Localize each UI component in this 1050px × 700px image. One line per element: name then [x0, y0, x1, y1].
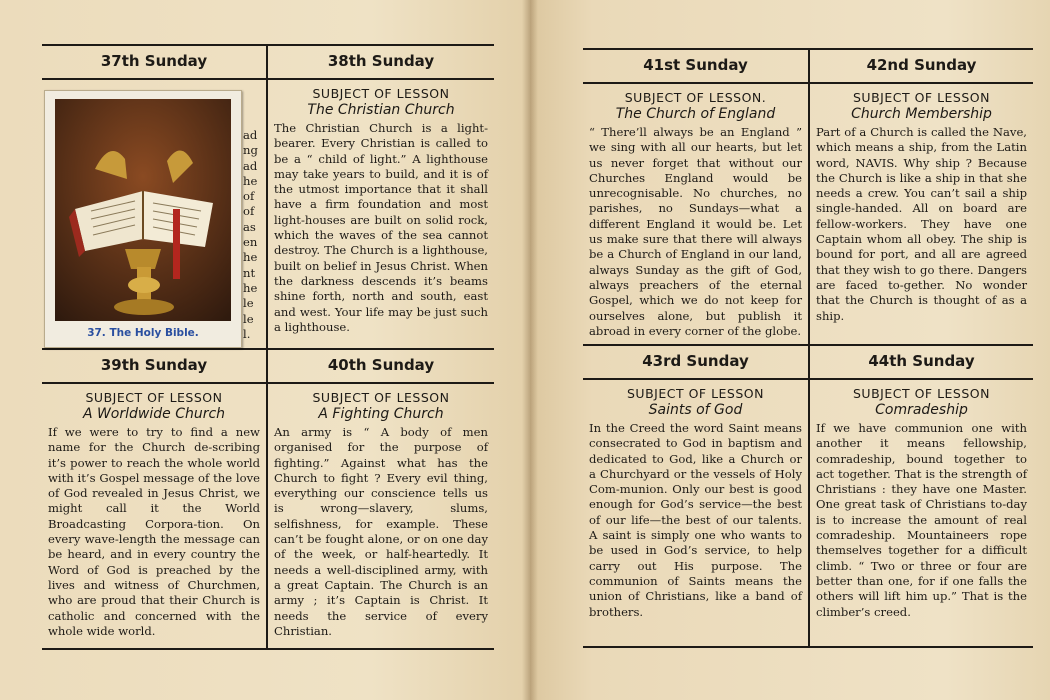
rule-bottom-left	[42, 648, 494, 650]
subject-label-42: SUBJECT OF LESSON	[852, 90, 990, 105]
lesson-title-41: The Church of England	[615, 106, 776, 122]
subject-label-40: SUBJECT OF LESSON	[312, 390, 450, 405]
text-fragment: he	[243, 250, 258, 265]
lesson-title-42: Church Membership	[851, 106, 992, 122]
lesson-title-43: Saints of God	[648, 402, 743, 418]
heading-38: 38th Sunday	[268, 46, 494, 80]
section-43	[583, 346, 808, 646]
section-40	[268, 350, 494, 648]
text-fragment: le	[243, 296, 254, 311]
lesson-body-39: If we were to try to find a new name for the Church de-scribing it’s power to reach the whole world with it’s Gospel message of the love of God revealed in Jesus Christ, we might call it the World Broadcasting Corpora-tion. On every wave-length the message can be heard, and in every country the Word of God is preached by the lives and witness of Churchmen, who are proud that their Church is catholic and concerned with the whole wide world.	[48, 425, 260, 638]
lesson-body-40: An army is “ A body of men organised for the purpose of fighting.” Against what has the Church to fight ? Every evil thing, everything our conscience tells us is wrong—slavery, slums, selfishness, for example. These can’t be fought alone, or on one day of the week, or half-heartedly. It needs a well-disciplined army, with a great Captain. The Church is an army ; it’s Captain is Christ. It needs the service of every Christian.	[274, 425, 488, 638]
section-41	[583, 50, 808, 344]
lesson-title-39: A Worldwide Church	[82, 406, 226, 422]
text-fragment: of	[243, 189, 255, 204]
lesson-body-43: In the Creed the word Saint means consecrated to God in baptism and dedicated to God, like a Church or a Churchyard or the vessels of Holy Com-munion. Only our best is good enough for God’s service—the best of our life—the best of our talents. A saint is simply one who wants to be used in God’s service, to help carry out His purpose. The communion of Saints means the union of Christians, like a band of brothers.	[589, 421, 802, 619]
lesson-body-41: “ There’ll always be an England ” we sing with all our hearts, but let us never forget that without our Churches England would be unrecognisable. No churches, no parishes, no Sundays—what a different England it would be. Let us make sure that there will always be a Church of England in our land, always Sunday as the gift of God, always preachers of the eternal Gospel, which we do not keep for ourselves alone, but publish it abroad in every corner of the globe.	[589, 125, 802, 338]
heading-41: 41st Sunday	[583, 50, 808, 84]
text-fragment: as	[243, 219, 256, 234]
lesson-body-44: If we have communion one with another it means fellowship, comradeship, bound together to act together. That is the strength of Christians : they have one Master. One great task of Christians to-day is to increase the amount of real comradeship. Mountaineers rope themselves together for a difficult climb. “ Two or three or four are better than one, for if one falls the others will lift him up.” That is the climber’s creed.	[816, 421, 1027, 619]
lesson-title-38: The Christian Church	[307, 102, 455, 118]
text-fragment: ng	[243, 143, 258, 158]
stamp-caption: 37. The Holy Bible.	[87, 327, 199, 339]
heading-40: 40th Sunday	[268, 350, 494, 384]
text-fragment: nt	[243, 265, 256, 280]
text-fragment: of	[243, 204, 255, 219]
subject-label-39: SUBJECT OF LESSON	[85, 390, 223, 405]
holy-bible-stamp	[44, 90, 242, 348]
subject-label-44: SUBJECT OF LESSON	[852, 386, 990, 401]
text-fragment: ad	[243, 128, 258, 142]
rule-bottom-right	[583, 646, 1033, 648]
text-fragment: en	[243, 235, 258, 250]
section-42	[810, 50, 1033, 344]
lesson-title-40: A Fighting Church	[318, 406, 444, 422]
lesson-body-38: The Christian Church is a light-bearer. Every Christian is called to be a “ child of light.” A lighthouse may take years to build, and it is of the utmost importance that it shall have a firm foundation and most light-houses are built on solid rock, which the waves of the sea cannot destroy. The Church is a lighthouse, built on belief in Jesus Christ. When the darkness descends it’s beams shine forth, north and south, east and west. Your life may be just such a lighthouse.	[274, 121, 488, 334]
heading-43: 43rd Sunday	[583, 346, 808, 380]
book-gutter	[522, 0, 538, 700]
text-fragment: ad	[243, 158, 258, 173]
subject-label-43: SUBJECT OF LESSON	[626, 386, 764, 401]
section-38	[268, 46, 494, 348]
section-39	[42, 350, 266, 648]
text-fragment: he	[243, 173, 258, 188]
text-fragment: le	[243, 311, 254, 326]
obscured-text-37	[243, 128, 265, 342]
text-fragment: l.	[243, 326, 251, 341]
section-44	[810, 346, 1033, 646]
lesson-title-44: Comradeship	[875, 402, 968, 418]
subject-label-41: SUBJECT OF LESSON.	[624, 90, 767, 105]
heading-37: 37th Sunday	[42, 46, 266, 80]
heading-42: 42nd Sunday	[810, 50, 1033, 84]
text-fragment: he	[243, 280, 258, 295]
bible-on-lectern-icon	[55, 99, 231, 321]
heading-44: 44th Sunday	[810, 346, 1033, 380]
lesson-body-42: Part of a Church is called the Nave, which means a ship, from the Latin word, NAVIS. Why ship ? Because the Church is like a ship in that she needs a crew. You can’t sail a ship single-handed. All on board are fellow-workers. They have one Captain whom all obey. The ship is bound for port, and all are agreed that they wish to go there. Dangers are faced to-gether. No wonder that the Church is thought of as a ship.	[816, 125, 1027, 323]
subject-label-38: SUBJECT OF LESSON	[312, 86, 450, 101]
heading-39: 39th Sunday	[42, 350, 266, 384]
